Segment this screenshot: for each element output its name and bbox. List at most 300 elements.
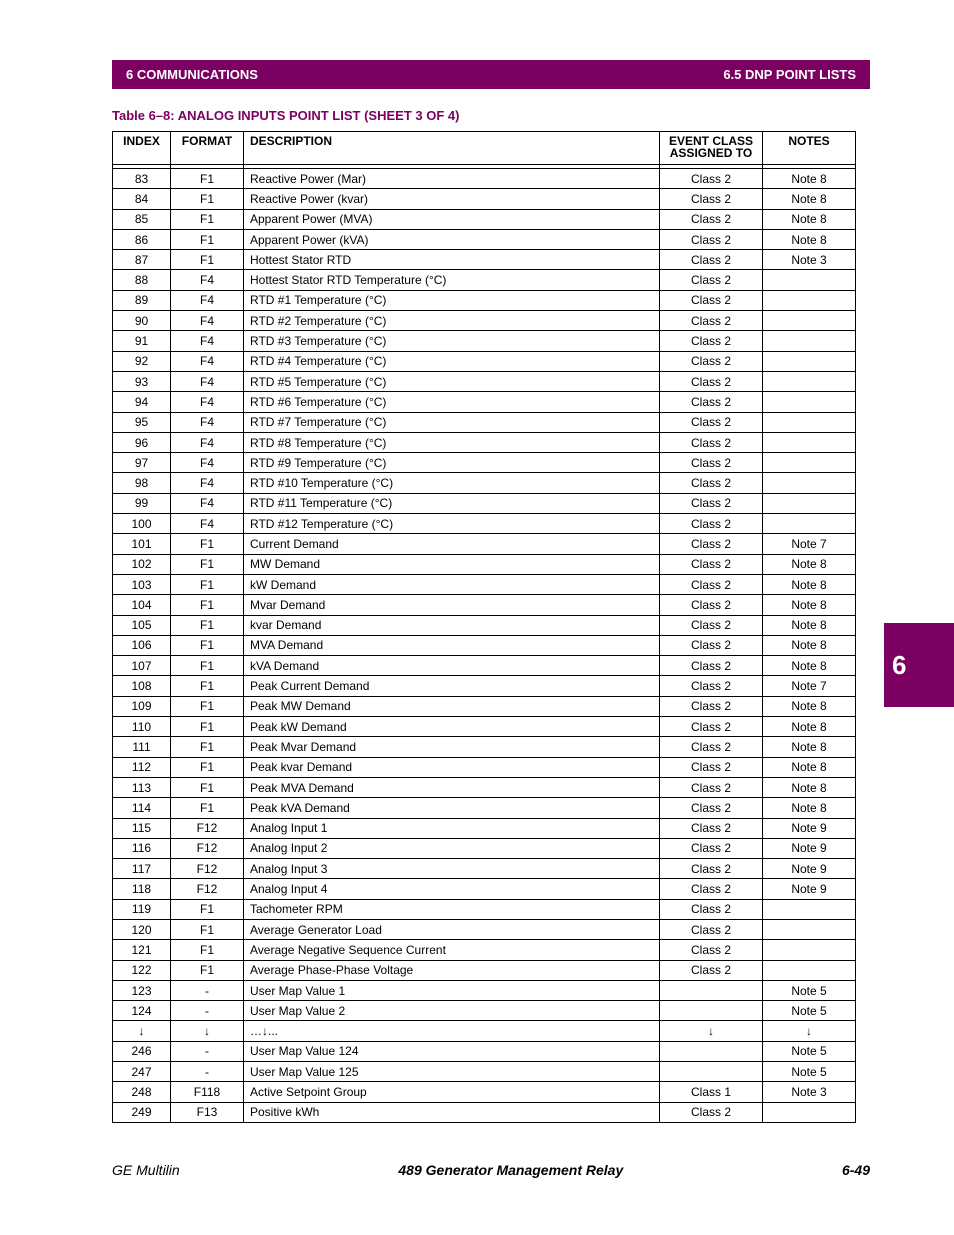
table-row (113, 250, 856, 270)
table-row (113, 453, 856, 473)
notes-cell (763, 371, 856, 391)
index-cell: 87 (113, 250, 171, 270)
format-cell: F1 (171, 595, 244, 615)
description-cell: Average Negative Sequence Current (244, 940, 660, 960)
event-class-cell: Class 2 (660, 169, 763, 189)
table-row (113, 960, 856, 980)
format-cell: F4 (171, 392, 244, 412)
table-row (113, 838, 856, 858)
table-row (113, 169, 856, 189)
description-cell: Active Setpoint Group (244, 1082, 660, 1102)
description-cell: Positive kWh (244, 1102, 660, 1122)
description-cell: Peak kvar Demand (244, 757, 660, 777)
description-cell: Current Demand (244, 534, 660, 554)
event-class-line1: EVENT CLASS (668, 134, 753, 148)
col-index-header: INDEX (113, 132, 171, 165)
table-row (113, 311, 856, 331)
index-cell: 124 (113, 1001, 171, 1021)
description-cell: Average Phase-Phase Voltage (244, 960, 660, 980)
notes-cell: Note 8 (763, 595, 856, 615)
event-class-cell: Class 2 (660, 392, 763, 412)
format-cell: F1 (171, 554, 244, 574)
event-class-cell: Class 2 (660, 859, 763, 879)
format-cell: F1 (171, 656, 244, 676)
notes-cell (763, 412, 856, 432)
format-cell: F1 (171, 919, 244, 939)
notes-cell: Note 8 (763, 737, 856, 757)
event-class-cell: Class 2 (660, 270, 763, 290)
description-cell: Peak kVA Demand (244, 798, 660, 818)
table-row (113, 229, 856, 249)
col-event-class-header (660, 132, 763, 165)
description-cell: Analog Input 4 (244, 879, 660, 899)
notes-cell: Note 9 (763, 859, 856, 879)
index-cell: 123 (113, 980, 171, 1000)
format-cell: F4 (171, 331, 244, 351)
description-cell: Analog Input 2 (244, 838, 660, 858)
event-class-cell: Class 2 (660, 250, 763, 270)
table-row (113, 1041, 856, 1061)
event-class-cell: Class 2 (660, 737, 763, 757)
table-row (113, 1102, 856, 1122)
table-row (113, 717, 856, 737)
table-header-row (113, 132, 856, 165)
table-row (113, 412, 856, 432)
format-cell: F1 (171, 940, 244, 960)
event-class-cell: Class 2 (660, 514, 763, 534)
description-cell: User Map Value 124 (244, 1041, 660, 1061)
notes-cell: Note 9 (763, 879, 856, 899)
index-cell: 97 (113, 453, 171, 473)
index-cell: 98 (113, 473, 171, 493)
event-class-cell: Class 2 (660, 311, 763, 331)
format-cell: F1 (171, 250, 244, 270)
format-cell: F4 (171, 473, 244, 493)
index-cell: 83 (113, 169, 171, 189)
description-cell: Mvar Demand (244, 595, 660, 615)
index-cell: 96 (113, 432, 171, 452)
footer-product: 489 Generator Management Relay (398, 1162, 624, 1178)
event-class-cell: Class 2 (660, 798, 763, 818)
format-cell: F1 (171, 960, 244, 980)
table-row (113, 351, 856, 371)
format-cell: F1 (171, 717, 244, 737)
event-class-cell: Class 2 (660, 696, 763, 716)
description-cell: RTD #11 Temperature (°C) (244, 493, 660, 513)
table-row (113, 290, 856, 310)
table-row (113, 189, 856, 209)
description-cell: User Map Value 1 (244, 980, 660, 1000)
table-row (113, 818, 856, 838)
notes-cell: Note 8 (763, 229, 856, 249)
notes-cell (763, 899, 856, 919)
event-class-cell: Class 2 (660, 290, 763, 310)
description-cell: …↓... (244, 1021, 660, 1041)
description-cell: RTD #1 Temperature (°C) (244, 290, 660, 310)
notes-cell (763, 940, 856, 960)
description-cell: Reactive Power (Mar) (244, 169, 660, 189)
description-cell: MW Demand (244, 554, 660, 574)
description-cell: RTD #9 Temperature (°C) (244, 453, 660, 473)
footer-company: GE Multilin (112, 1162, 180, 1178)
event-class-cell: ↓ (660, 1021, 763, 1041)
event-class-cell: Class 2 (660, 351, 763, 371)
event-class-cell: Class 2 (660, 879, 763, 899)
index-cell: 102 (113, 554, 171, 574)
index-cell: 112 (113, 757, 171, 777)
index-cell: 85 (113, 209, 171, 229)
notes-cell (763, 331, 856, 351)
notes-cell (763, 351, 856, 371)
table-row (113, 371, 856, 391)
table-row (113, 534, 856, 554)
page-footer (112, 1162, 870, 1178)
notes-cell: Note 8 (763, 717, 856, 737)
table-row (113, 777, 856, 797)
format-cell: F1 (171, 676, 244, 696)
table-row (113, 980, 856, 1000)
description-cell: RTD #6 Temperature (°C) (244, 392, 660, 412)
index-cell: 92 (113, 351, 171, 371)
description-cell: RTD #5 Temperature (°C) (244, 371, 660, 391)
format-cell: F12 (171, 818, 244, 838)
format-cell: F4 (171, 351, 244, 371)
format-cell: F1 (171, 534, 244, 554)
description-cell: Tachometer RPM (244, 899, 660, 919)
format-cell: F4 (171, 493, 244, 513)
event-class-cell: Class 2 (660, 554, 763, 574)
event-class-cell: Class 2 (660, 717, 763, 737)
event-class-cell: Class 2 (660, 534, 763, 554)
format-cell: F13 (171, 1102, 244, 1122)
index-cell: 109 (113, 696, 171, 716)
index-cell: 90 (113, 311, 171, 331)
notes-cell: Note 8 (763, 169, 856, 189)
event-class-cell (660, 980, 763, 1000)
index-cell: 84 (113, 189, 171, 209)
format-cell: F118 (171, 1082, 244, 1102)
index-cell: 121 (113, 940, 171, 960)
format-cell: F1 (171, 696, 244, 716)
format-cell: F1 (171, 899, 244, 919)
table-row (113, 1001, 856, 1021)
notes-cell: Note 5 (763, 1001, 856, 1021)
index-cell: 110 (113, 717, 171, 737)
event-class-cell: Class 2 (660, 453, 763, 473)
description-cell: RTD #2 Temperature (°C) (244, 311, 660, 331)
index-cell: 93 (113, 371, 171, 391)
description-cell: Hottest Stator RTD Temperature (°C) (244, 270, 660, 290)
chapter-label: 6 COMMUNICATIONS (126, 67, 258, 82)
description-cell: RTD #10 Temperature (°C) (244, 473, 660, 493)
event-class-cell: Class 2 (660, 209, 763, 229)
index-cell: 119 (113, 899, 171, 919)
notes-cell: Note 8 (763, 757, 856, 777)
format-cell: F1 (171, 169, 244, 189)
description-cell: Analog Input 3 (244, 859, 660, 879)
index-cell: 111 (113, 737, 171, 757)
analog-inputs-table (112, 131, 856, 1123)
event-class-cell: Class 1 (660, 1082, 763, 1102)
index-cell: 246 (113, 1041, 171, 1061)
table-row (113, 899, 856, 919)
format-cell: F1 (171, 229, 244, 249)
table-row (113, 919, 856, 939)
description-cell: Peak MVA Demand (244, 777, 660, 797)
description-cell: Hottest Stator RTD (244, 250, 660, 270)
notes-cell (763, 432, 856, 452)
format-cell: F1 (171, 189, 244, 209)
chapter-tab (884, 623, 954, 707)
table-row (113, 270, 856, 290)
notes-cell (763, 453, 856, 473)
index-cell: 104 (113, 595, 171, 615)
event-class-cell: Class 2 (660, 919, 763, 939)
format-cell: F1 (171, 635, 244, 655)
table-row (113, 574, 856, 594)
notes-cell (763, 493, 856, 513)
table-row (113, 879, 856, 899)
format-cell: F4 (171, 412, 244, 432)
description-cell: RTD #7 Temperature (°C) (244, 412, 660, 432)
notes-cell (763, 1102, 856, 1122)
format-cell: - (171, 1001, 244, 1021)
event-class-cell (660, 1001, 763, 1021)
index-cell: 100 (113, 514, 171, 534)
notes-cell: Note 9 (763, 818, 856, 838)
table-row (113, 615, 856, 635)
index-cell: 247 (113, 1062, 171, 1082)
footer-page-number: 6-49 (841, 1162, 870, 1178)
format-cell: F4 (171, 290, 244, 310)
table-row (113, 331, 856, 351)
description-cell: User Map Value 125 (244, 1062, 660, 1082)
event-class-cell: Class 2 (660, 615, 763, 635)
notes-cell: Note 5 (763, 980, 856, 1000)
table-row (113, 859, 856, 879)
format-cell: F12 (171, 838, 244, 858)
notes-cell (763, 392, 856, 412)
notes-cell: Note 8 (763, 798, 856, 818)
description-cell: Peak Mvar Demand (244, 737, 660, 757)
format-cell: F4 (171, 432, 244, 452)
notes-cell (763, 270, 856, 290)
event-class-cell (660, 1041, 763, 1061)
event-class-cell (660, 1062, 763, 1082)
description-cell: Peak kW Demand (244, 717, 660, 737)
notes-cell: Note 5 (763, 1041, 856, 1061)
format-cell: F4 (171, 453, 244, 473)
table-row (113, 798, 856, 818)
notes-cell (763, 514, 856, 534)
format-cell: F4 (171, 371, 244, 391)
col-description-header: DESCRIPTION (244, 132, 660, 165)
index-cell: 105 (113, 615, 171, 635)
format-cell: F4 (171, 311, 244, 331)
notes-cell: Note 5 (763, 1062, 856, 1082)
index-cell: 86 (113, 229, 171, 249)
event-class-cell: Class 2 (660, 676, 763, 696)
description-cell: RTD #4 Temperature (°C) (244, 351, 660, 371)
description-cell: kVA Demand (244, 656, 660, 676)
event-class-cell: Class 2 (660, 493, 763, 513)
event-class-cell: Class 2 (660, 473, 763, 493)
index-cell: 113 (113, 777, 171, 797)
table-row (113, 392, 856, 412)
event-class-cell: Class 2 (660, 960, 763, 980)
notes-cell: Note 8 (763, 656, 856, 676)
description-cell: RTD #3 Temperature (°C) (244, 331, 660, 351)
notes-cell: Note 8 (763, 777, 856, 797)
index-cell: 94 (113, 392, 171, 412)
event-class-cell: Class 2 (660, 412, 763, 432)
description-cell: RTD #12 Temperature (°C) (244, 514, 660, 534)
table-body (113, 169, 856, 1123)
format-cell: F12 (171, 879, 244, 899)
table-row (113, 737, 856, 757)
event-class-cell: Class 2 (660, 940, 763, 960)
notes-cell: Note 8 (763, 615, 856, 635)
description-cell: kvar Demand (244, 615, 660, 635)
notes-cell: Note 7 (763, 534, 856, 554)
notes-cell (763, 919, 856, 939)
index-cell: 107 (113, 656, 171, 676)
index-cell: 106 (113, 635, 171, 655)
index-cell: 88 (113, 270, 171, 290)
event-class-cell: Class 2 (660, 838, 763, 858)
table-row (113, 432, 856, 452)
format-cell: - (171, 1041, 244, 1061)
event-class-cell: Class 2 (660, 656, 763, 676)
event-class-cell: Class 2 (660, 818, 763, 838)
index-cell: 89 (113, 290, 171, 310)
notes-cell: Note 8 (763, 189, 856, 209)
notes-cell: Note 3 (763, 250, 856, 270)
event-class-cell: Class 2 (660, 432, 763, 452)
index-cell: 95 (113, 412, 171, 432)
table-row (113, 595, 856, 615)
table-row (113, 514, 856, 534)
col-format-header: FORMAT (171, 132, 244, 165)
col-notes-header: NOTES (763, 132, 856, 165)
description-cell: kW Demand (244, 574, 660, 594)
format-cell: F4 (171, 270, 244, 290)
table-row (113, 635, 856, 655)
notes-cell (763, 290, 856, 310)
table-row (113, 656, 856, 676)
format-cell: F1 (171, 798, 244, 818)
table-row (113, 209, 856, 229)
section-label: 6.5 DNP POINT LISTS (723, 67, 856, 82)
index-cell: 248 (113, 1082, 171, 1102)
format-cell: ↓ (171, 1021, 244, 1041)
description-cell: Analog Input 1 (244, 818, 660, 838)
event-class-cell: Class 2 (660, 757, 763, 777)
notes-cell: Note 8 (763, 554, 856, 574)
table-row (113, 696, 856, 716)
notes-cell: ↓ (763, 1021, 856, 1041)
format-cell: F1 (171, 757, 244, 777)
format-cell: F4 (171, 514, 244, 534)
table-row (113, 1062, 856, 1082)
table-row (113, 757, 856, 777)
index-cell: 117 (113, 859, 171, 879)
event-class-cell: Class 2 (660, 229, 763, 249)
index-cell: 99 (113, 493, 171, 513)
description-cell: Average Generator Load (244, 919, 660, 939)
notes-cell: Note 8 (763, 635, 856, 655)
format-cell: F1 (171, 209, 244, 229)
description-cell: Apparent Power (kVA) (244, 229, 660, 249)
event-class-cell: Class 2 (660, 574, 763, 594)
event-class-cell: Class 2 (660, 899, 763, 919)
event-class-cell: Class 2 (660, 331, 763, 351)
index-cell: 103 (113, 574, 171, 594)
index-cell: 114 (113, 798, 171, 818)
event-class-cell: Class 2 (660, 777, 763, 797)
notes-cell: Note 9 (763, 838, 856, 858)
table-row (113, 1021, 856, 1041)
index-cell: 101 (113, 534, 171, 554)
format-cell: F1 (171, 574, 244, 594)
description-cell: RTD #8 Temperature (°C) (244, 432, 660, 452)
format-cell: - (171, 1062, 244, 1082)
index-cell: 118 (113, 879, 171, 899)
format-cell: F1 (171, 777, 244, 797)
description-cell: Peak MW Demand (244, 696, 660, 716)
event-class-cell: Class 2 (660, 1102, 763, 1122)
table-row (113, 473, 856, 493)
table-row (113, 676, 856, 696)
index-cell: 108 (113, 676, 171, 696)
index-cell: 249 (113, 1102, 171, 1122)
index-cell: 116 (113, 838, 171, 858)
format-cell: F1 (171, 737, 244, 757)
event-class-cell: Class 2 (660, 371, 763, 391)
event-class-cell: Class 2 (660, 189, 763, 209)
event-class-cell: Class 2 (660, 595, 763, 615)
event-class-cell: Class 2 (660, 635, 763, 655)
description-cell: Peak Current Demand (244, 676, 660, 696)
description-cell: Reactive Power (kvar) (244, 189, 660, 209)
table-title: Table 6–8: ANALOG INPUTS POINT LIST (SHEET 3 OF 4) (112, 108, 460, 123)
table-row (113, 940, 856, 960)
event-class-line2: ASSIGNED TO (669, 146, 753, 160)
index-cell: 115 (113, 818, 171, 838)
notes-cell (763, 960, 856, 980)
format-cell: F1 (171, 615, 244, 635)
notes-cell: Note 8 (763, 696, 856, 716)
format-cell: F12 (171, 859, 244, 879)
chapter-tab-number: 6 (892, 649, 907, 680)
table-row (113, 554, 856, 574)
table-row (113, 493, 856, 513)
notes-cell (763, 473, 856, 493)
notes-cell: Note 8 (763, 574, 856, 594)
table-row (113, 1082, 856, 1102)
notes-cell: Note 3 (763, 1082, 856, 1102)
index-cell: 91 (113, 331, 171, 351)
notes-cell (763, 311, 856, 331)
notes-cell: Note 7 (763, 676, 856, 696)
index-cell: ↓ (113, 1021, 171, 1041)
format-cell: - (171, 980, 244, 1000)
index-cell: 122 (113, 960, 171, 980)
section-header-bar (112, 60, 870, 89)
description-cell: MVA Demand (244, 635, 660, 655)
description-cell: User Map Value 2 (244, 1001, 660, 1021)
description-cell: Apparent Power (MVA) (244, 209, 660, 229)
